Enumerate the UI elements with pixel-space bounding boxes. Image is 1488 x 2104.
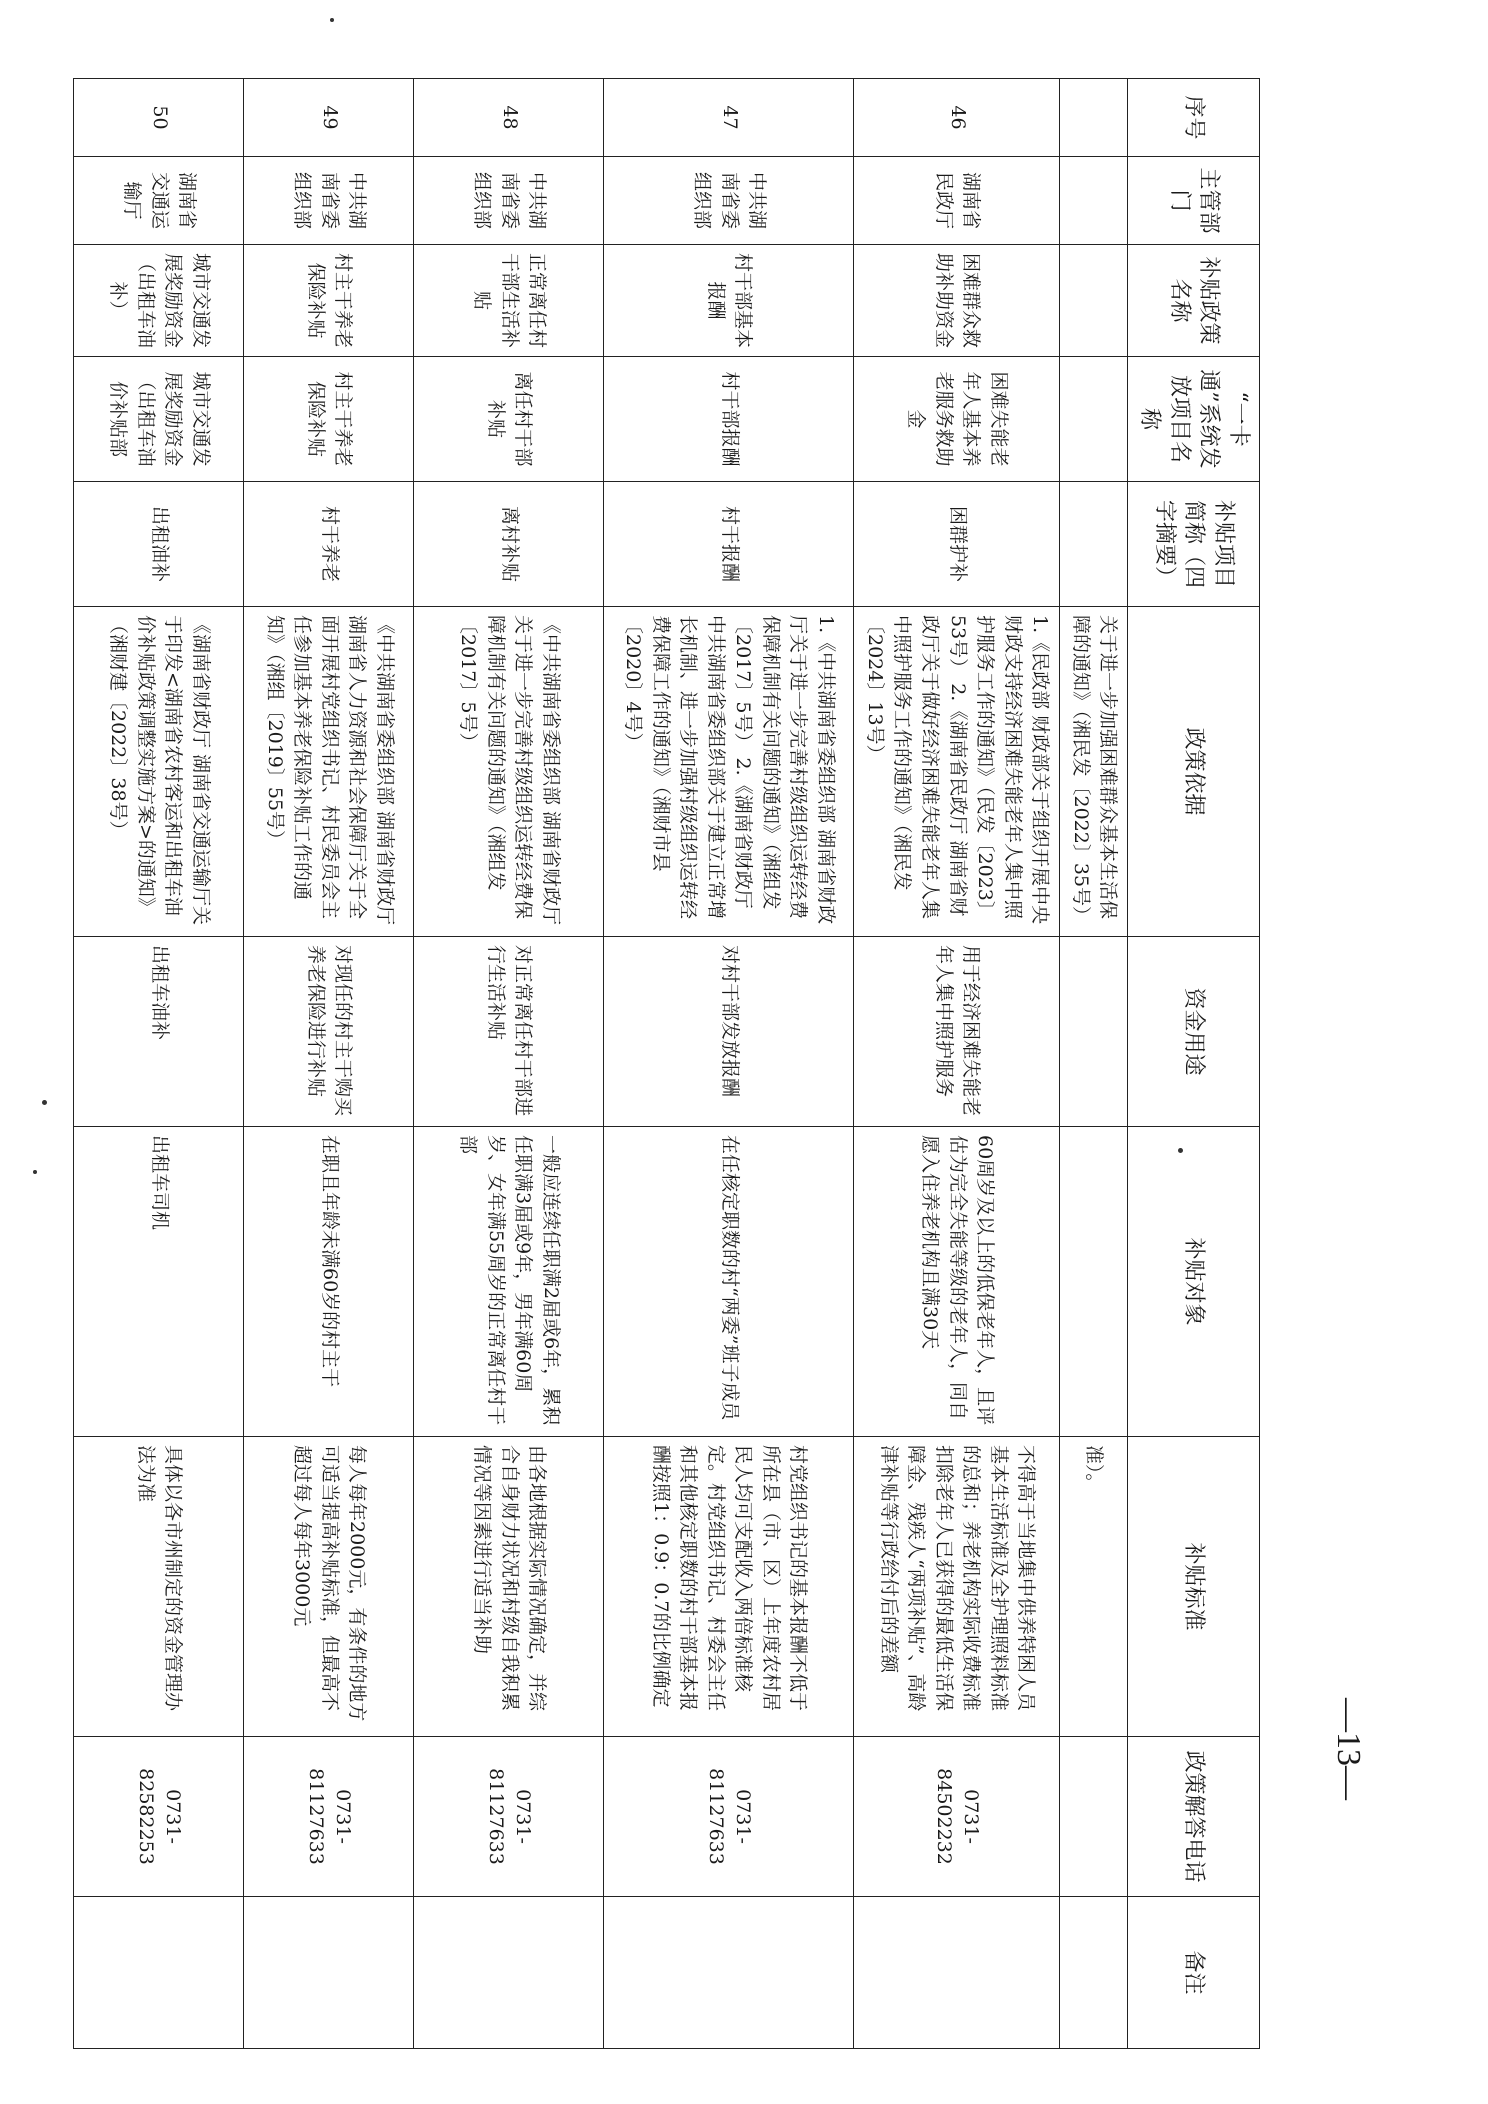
header-standard: 补贴标准 xyxy=(1128,1437,1260,1737)
cell-abbr: 离村补贴 xyxy=(414,482,604,607)
cell-phone: 0731-81127633 xyxy=(244,1737,414,1897)
cell-target: 在任核定职数的村“两委”班子成员 xyxy=(604,1127,854,1437)
header-yikatong: “一卡通”系统发放项目名称 xyxy=(1128,357,1260,482)
cell-dept: 中共湖南省委组织部 xyxy=(414,157,604,245)
cell-yikatong: 离任村干部补贴 xyxy=(414,357,604,482)
cell-use: 对村干部发放报酬 xyxy=(604,937,854,1127)
table-header-row xyxy=(1128,79,1260,2049)
table-row xyxy=(74,79,244,2049)
table-row xyxy=(244,79,414,2049)
cell-seq: 49 xyxy=(244,79,414,157)
cell-note xyxy=(244,1897,414,2049)
cell-note xyxy=(604,1897,854,2049)
cell-dept: 中共湖南省委组织部 xyxy=(604,157,854,245)
cell-target: 一般应连续任职满2届或6年，累积任职满3届或9年，男年满60周岁、女年满55周岁的正常离任村干部 xyxy=(414,1127,604,1437)
cell-yikatong: 村干部报酬 xyxy=(604,357,854,482)
cell-dept: 湖南省交通运输厅 xyxy=(74,157,244,245)
cell-use: 对正常离任村干部进行生活补贴 xyxy=(414,937,604,1127)
cell-phone: 0731-82582253 xyxy=(74,1737,244,1897)
cell-dept: 湖南省民政厅 xyxy=(854,157,1060,245)
cell-seq: 47 xyxy=(604,79,854,157)
cell-basis: 《湖南省财政厅 湖南省交通运输厅关于印发<湖南省农村客运和出租车油价补贴政策调整实施方案>的通知》（湘财建〔2022〕38号） xyxy=(74,607,244,937)
cell-seq: 50 xyxy=(74,79,244,157)
scan-speck xyxy=(1178,1148,1183,1153)
cell-basis: 《中共湖南省委组织部 湖南省财政厅 湖南省人力资源和社会保障厅关于全面开展村党组织书记、村民委员会主任参加基本养老保险补贴工作的通知》（湘组〔2019〕55号） xyxy=(244,607,414,937)
cell-basis: 《中共湖南省委组织部 湖南省财政厅关于进一步完善村级组织运转经费保障机制有关问题的通知》（湘组发〔2017〕5号） xyxy=(414,607,604,937)
subsidy-table xyxy=(73,78,1260,2049)
cell-policy: 城市交通发展奖励资金（出租车油补） xyxy=(74,245,244,357)
header-policy: 补贴政策名称 xyxy=(1128,245,1260,357)
cell-policy: 正常离任村干部生活补贴 xyxy=(414,245,604,357)
cell-note xyxy=(74,1897,244,2049)
cell-basis: 1.《民政部 财政部关于组织开展中央财政支持经济困难失能老年人集中照护服务工作的通知》（民发〔2023〕53号） 2.《湖南省民政厅 湖南省财政厅关于做好经济困难失能老年人集中照护服务工作的通知》（湘民发〔2024〕13号） xyxy=(854,607,1060,937)
cell-abbr: 困群护补 xyxy=(854,482,1060,607)
table-row xyxy=(604,79,854,2049)
page-number: —13— xyxy=(1330,1698,1367,1800)
continuation-row xyxy=(1060,79,1128,2049)
cell-policy: 村主干养老保险补贴 xyxy=(244,245,414,357)
cell-use: 用于经济困难失能老年人集中照护服务 xyxy=(854,937,1060,1127)
header-abbr: 补贴项目简称（四字摘要） xyxy=(1128,482,1260,607)
header-basis: 政策依据 xyxy=(1128,607,1260,937)
cell-standard: 不得高于当地集中供养特困人员基本生活标准及全护理照料标准的总和；养老机构实际收费标准扣除老年人已获得的最低生活保障金、残疾人“两项补贴”、高龄津补贴等行政给付后的差额 xyxy=(854,1437,1060,1737)
header-use: 资金用途 xyxy=(1128,937,1260,1127)
cell-yikatong: 村主干养老保险补贴 xyxy=(244,357,414,482)
rotated-page-content xyxy=(107,78,1260,2048)
header-note: 备注 xyxy=(1128,1897,1260,2049)
cell-use: 出租车油补 xyxy=(74,937,244,1127)
cell-use: 对现任的村主干购买养老保险进行补贴 xyxy=(244,937,414,1127)
scan-speck xyxy=(330,18,334,22)
cell-phone: 0731-84502232 xyxy=(854,1737,1060,1897)
cell-standard: 具体以各市州制定的资金管理办法为准 xyxy=(74,1437,244,1737)
cell-abbr: 村干养老 xyxy=(244,482,414,607)
cell-yikatong: 城市交通发展奖励资金（出租车油价补贴部 xyxy=(74,357,244,482)
scan-speck xyxy=(33,1170,37,1174)
cell-note xyxy=(854,1897,1060,2049)
cell-phone: 0731-81127633 xyxy=(604,1737,854,1897)
cell-note xyxy=(414,1897,604,2049)
cell-abbr: 出租油补 xyxy=(74,482,244,607)
cont-standard: 准）。 xyxy=(1060,1437,1128,1737)
cell-seq: 46 xyxy=(854,79,1060,157)
scan-speck xyxy=(42,1100,47,1105)
cell-dept: 中共湖南省委组织部 xyxy=(244,157,414,245)
header-phone: 政策解答电话 xyxy=(1128,1737,1260,1897)
table-row xyxy=(854,79,1060,2049)
cont-basis: 关于进一步加强困难群众基本生活保障的通知》（湘民发〔2022〕35号） xyxy=(1060,607,1128,937)
header-target: 补贴对象 xyxy=(1128,1127,1260,1437)
header-dept: 主管部门 xyxy=(1128,157,1260,245)
cell-abbr: 村干报酬 xyxy=(604,482,854,607)
cell-yikatong: 困难失能老年人基本养老服务救助金 xyxy=(854,357,1060,482)
cell-target: 60周岁及以上的低保老年人，且评估为完全失能等级的老年人，同自愿入住养老机构且满30天 xyxy=(854,1127,1060,1437)
cell-policy: 村干部基本报酬 xyxy=(604,245,854,357)
cell-seq: 48 xyxy=(414,79,604,157)
cell-standard: 每人每年2000元，有条件的地方可适当提高补贴标准，但最高不超过每人每年3000元 xyxy=(244,1437,414,1737)
cell-basis: 1.《中共湖南省委组织部 湖南省财政厅关于进一步完善村级组织运转经费保障机制有关问题的通知》（湘组发〔2017〕5号） 2.《湖南省财政厅 中共湖南省委组织部关于建立正常增长机制、进一步加强村级组织运转经费保障工作的通知》（湘财市县〔2020〕4号） xyxy=(604,607,854,937)
cell-target: 在职且年龄未满60岁的村主干 xyxy=(244,1127,414,1437)
cell-phone: 0731-81127633 xyxy=(414,1737,604,1897)
cell-target: 出租车司机 xyxy=(74,1127,244,1437)
header-seq: 序号 xyxy=(1128,79,1260,157)
table-row xyxy=(414,79,604,2049)
cell-policy: 困难群众救助补助资金 xyxy=(854,245,1060,357)
cell-standard: 村党组织书记的基本报酬不低于所在县（市、区）上年度农村居民人均可支配收入两倍标准核定。村党组织书记、村委会主任和其他核定职数的村干部基本报酬按照1：0.9：0.7的比例确定 xyxy=(604,1437,854,1737)
cell-standard: 由各地根据实际情况确定，并综合自身财力状况和村级自我积累情况等因素进行适当补助 xyxy=(414,1437,604,1737)
